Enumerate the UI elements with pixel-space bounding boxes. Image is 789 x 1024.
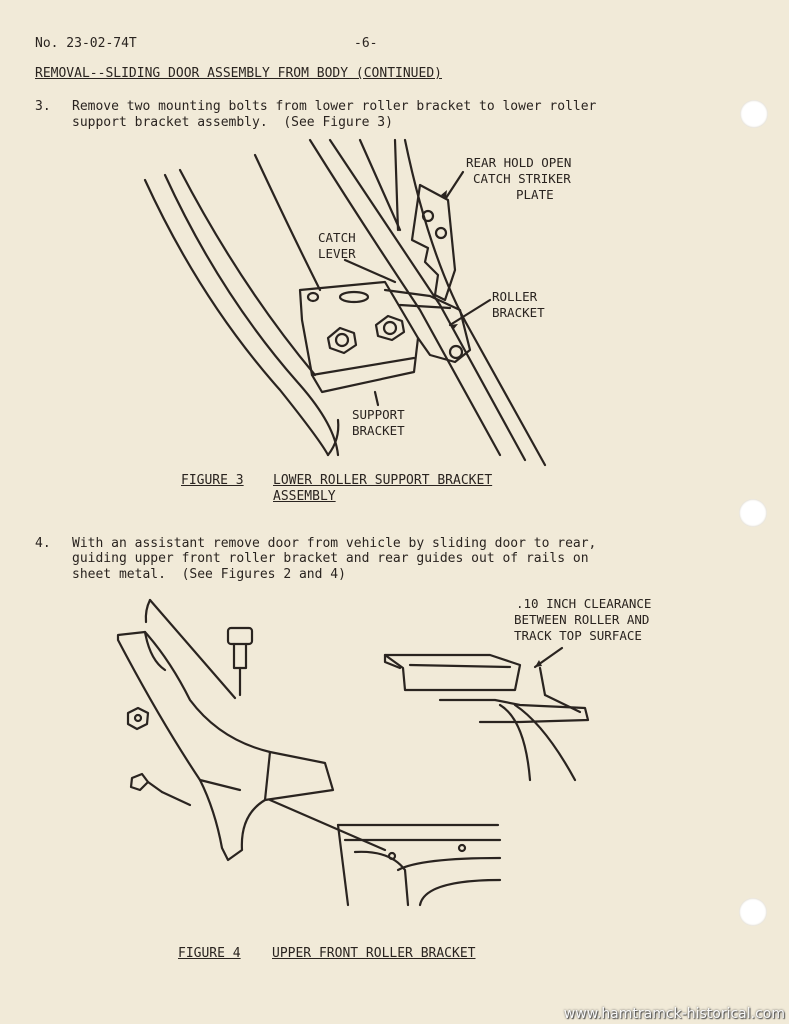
figure-3-caption-label: FIGURE 3 — [181, 473, 244, 488]
label-rear-hold-open: REAR HOLD OPEN — [466, 155, 572, 170]
label-catch-striker: CATCH STRIKER — [473, 171, 571, 186]
label-support: SUPPORT — [352, 407, 405, 422]
figure-3-caption-line-1: LOWER ROLLER SUPPORT BRACKET — [273, 473, 493, 488]
label-catch: CATCH — [318, 230, 356, 245]
step-3-line-2: support bracket assembly. (See Figure 3) — [72, 115, 393, 130]
label-track-top-surface: TRACK TOP SURFACE — [514, 628, 642, 643]
step-4-line-2: guiding upper front roller bracket and rear guides out of rails on — [72, 551, 589, 566]
label-support-bracket: BRACKET — [352, 423, 405, 438]
step-4-line-3: sheet metal. (See Figures 2 and 4) — [72, 567, 346, 582]
step-3-number: 3. — [35, 99, 51, 114]
label-plate: PLATE — [516, 187, 554, 202]
page-number: -6- — [354, 36, 378, 51]
document-number: No. 23-02-74T — [35, 36, 137, 51]
label-roller: ROLLER — [492, 289, 538, 304]
label-lever: LEVER — [318, 246, 356, 261]
site-watermark: www.hamtramck-historical.com — [563, 1006, 785, 1022]
section-title: REMOVAL--SLIDING DOOR ASSEMBLY FROM BODY (CONTINUED) — [35, 66, 442, 81]
step-4-number: 4. — [35, 536, 51, 551]
label-bracket: BRACKET — [492, 305, 545, 320]
figure-3-caption-line-2: ASSEMBLY — [273, 489, 336, 504]
label-between-roller: BETWEEN ROLLER AND — [514, 612, 650, 627]
step-3-line-1: Remove two mounting bolts from lower roller bracket to lower roller — [72, 99, 597, 114]
figure-4-caption-label: FIGURE 4 — [178, 946, 241, 961]
label-clearance: .10 INCH CLEARANCE — [516, 596, 652, 611]
figure-4-caption-text: UPPER FRONT ROLLER BRACKET — [272, 946, 476, 961]
step-4-line-1: With an assistant remove door from vehicle by sliding door to rear, — [72, 536, 597, 551]
